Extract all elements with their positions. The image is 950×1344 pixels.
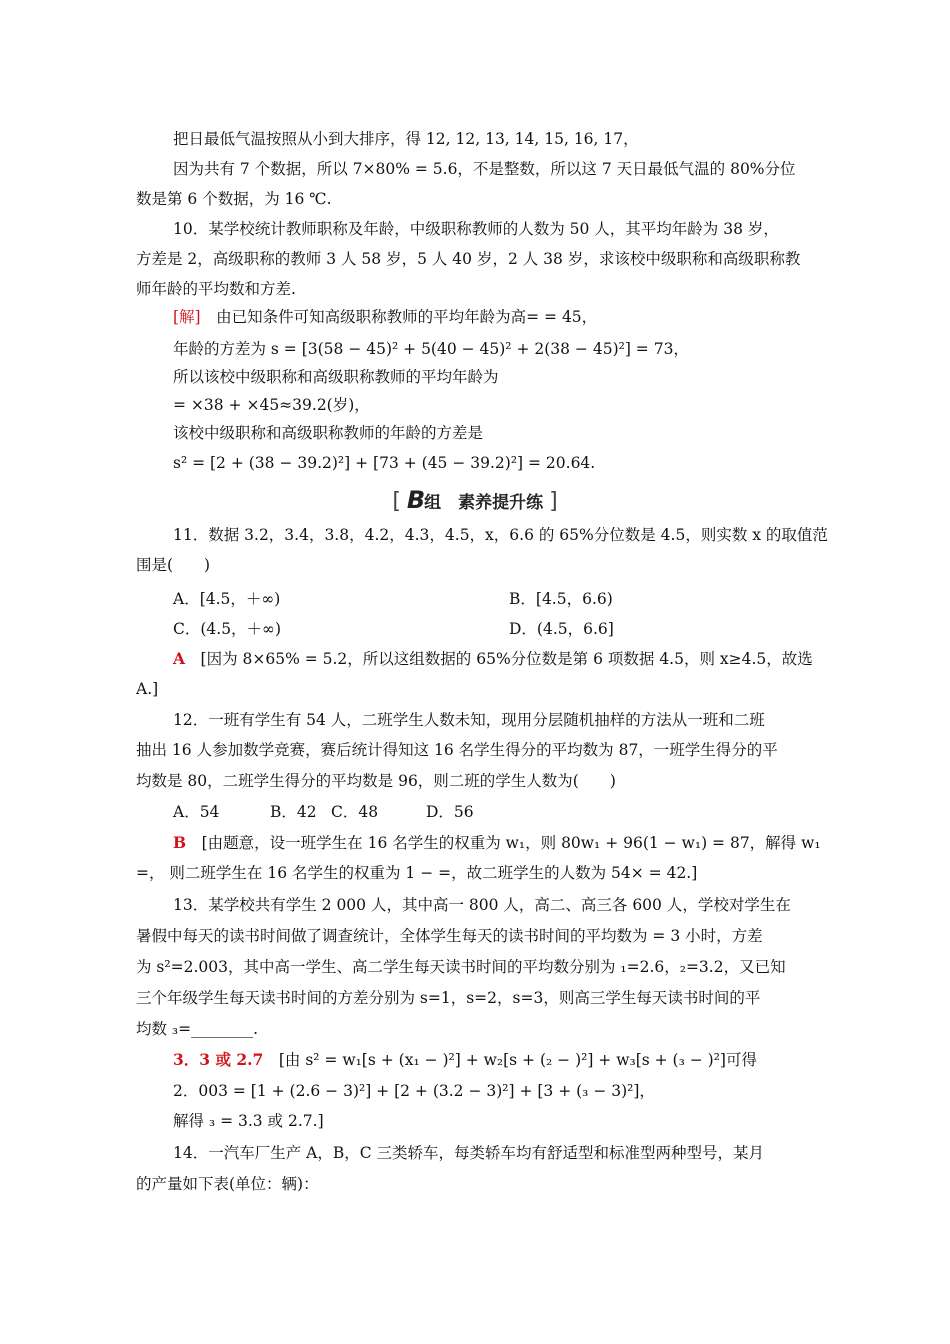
solution-10-line [173,306,853,328]
text-line: 师年龄的平均数和方差. [136,280,296,298]
text-line: 三个年级学生每天读书时间的方差分别为 s=1，s=2，s=3，则高三学生每天读书时间的平 [136,989,761,1007]
text-line: = ×38 + ×45≈39.2(岁)， [173,396,370,414]
q13-explanation: [由 s² = w₁[s + (x₁ − )²] + w₂[s + (₂ − )²] + w₃[s + (₃ − )²]可得 [263,1051,757,1069]
solution-10-text: 由已知条件可知高级职称教师的平均年龄为高= = 45， [200,308,598,326]
text-line: 10．某学校统计教师职称及年龄，中级职称教师的人数为 50 人，其平均年龄为 38 岁， [173,220,779,238]
text-line: A.] [136,680,159,698]
text-line: 年龄的方差为 s = [3(58 − 45)² + 5(40 − 45)² + 2(38 − 45)²] = 73， [173,340,689,358]
q11-option-c: C．(4.5，＋∞) [173,620,282,638]
q12-option-a: A．54 [173,803,220,821]
q12-option-b: B．42 [270,803,317,821]
banner-label: 组 素养提升练 [424,493,544,513]
text-line: 该校中级职称和高级职称教师的年龄的方差是 [173,424,484,442]
text-line: 14．一汽车厂生产 A，B，C 三类轿车，每类轿车均有舒适型和标准型两种型号，某月 [173,1144,765,1162]
text-line: 围是( ) [136,556,211,574]
text-line: 所以该校中级职称和高级职称教师的平均年龄为 [173,368,499,386]
text-line: 方差是 2，高级职称的教师 3 人 58 岁，5 人 40 岁，2 人 38 岁，求该校中级职称和高级职称教 [136,250,801,268]
q13-answer: 3．3 或 2.7 [173,1050,264,1069]
text-line: 12．一班有学生有 54 人，二班学生人数未知，现用分层随机抽样的方法从一班和二班 [173,711,765,729]
solution-tag: [解] [173,308,201,326]
q11-option-b: B．[4.5，6.6) [509,590,613,608]
q12-answer: B [173,833,187,852]
q11-answer: A [173,649,186,668]
text-line: =， 则二班学生在 16 名学生的权重为 1 − =，故二班学生的人数为 54× = 42.] [136,864,698,882]
banner-group-letter: B [406,486,425,514]
q11-option-d: D．(4.5，6.6] [509,620,614,638]
text-line: 因为共有 7 个数据，所以 7×80% = 5.6，不是整数，所以这 7 天日最低气温的 80%分位 [173,160,796,178]
q13-answer-line [173,1049,853,1071]
text-line: 数是第 6 个数据，为 16 ℃. [136,190,332,208]
text-line: 的产量如下表(单位：辆)： [136,1175,319,1193]
banner-close-bracket: ] [549,489,558,514]
text-line: 暑假中每天的读书时间做了调查统计，全体学生每天的读书时间的平均数为 = 3 小时，方差 [136,927,763,945]
text-line: 为 s²=2.003，其中高一学生、高二学生每天读书时间的平均数分别为 ₁=2.6，₂=3.2，又已知 [136,958,786,976]
q12-explanation: [由题意，设一班学生在 16 名学生的权重为 w₁，则 80w₁ + 96(1 − w₁) = 87，解得 w₁ [186,834,821,852]
text-line: 把日最低气温按照从小到大排序，得 12, 12, 13, 14, 15, 16, 17， [173,130,639,148]
text-line: s² = [2 + (38 − 39.2)²] + [73 + (45 − 39.2)²] = 20.64. [173,454,596,472]
q12-answer-line [173,832,853,854]
text-line: 解得 ₃ = 3.3 或 2.7.] [173,1112,324,1130]
section-banner [0,486,950,514]
text-line: 2．003 = [1 + (2.6 − 3)²] + [2 + (3.2 − 3)²] + [3 + (₃ − 3)²]， [173,1082,655,1100]
text-line: 均数是 80，二班学生得分的平均数是 96，则二班的学生人数为( ) [136,772,616,790]
q11-explanation: [因为 8×65% = 5.2，所以这组数据的 65%分位数是第 6 项数据 4.5，则 x≥4.5，故选 [185,650,813,668]
q12-option-d: D．56 [426,803,474,821]
banner-open-bracket: [ [392,489,401,514]
text-line: 11．数据 3.2，3.4，3.8，4.2，4.3，4.5，x，6.6 的 65%分位数是 4.5，则实数 x 的取值范 [173,526,828,544]
q12-option-c: C．48 [331,803,379,821]
text-line: 抽出 16 人参加数学竞赛，赛后统计得知这 16 名学生得分的平均数为 87，一班学生得分的平 [136,741,778,759]
text-line: 均数 ₃=________. [136,1020,259,1038]
q11-answer-line [173,648,853,670]
q11-option-a: A．[4.5，＋∞) [173,590,281,608]
text-line: 13．某学校共有学生 2 000 人，其中高一 800 人，高二、高三各 600 人，学校对学生在 [173,896,791,914]
